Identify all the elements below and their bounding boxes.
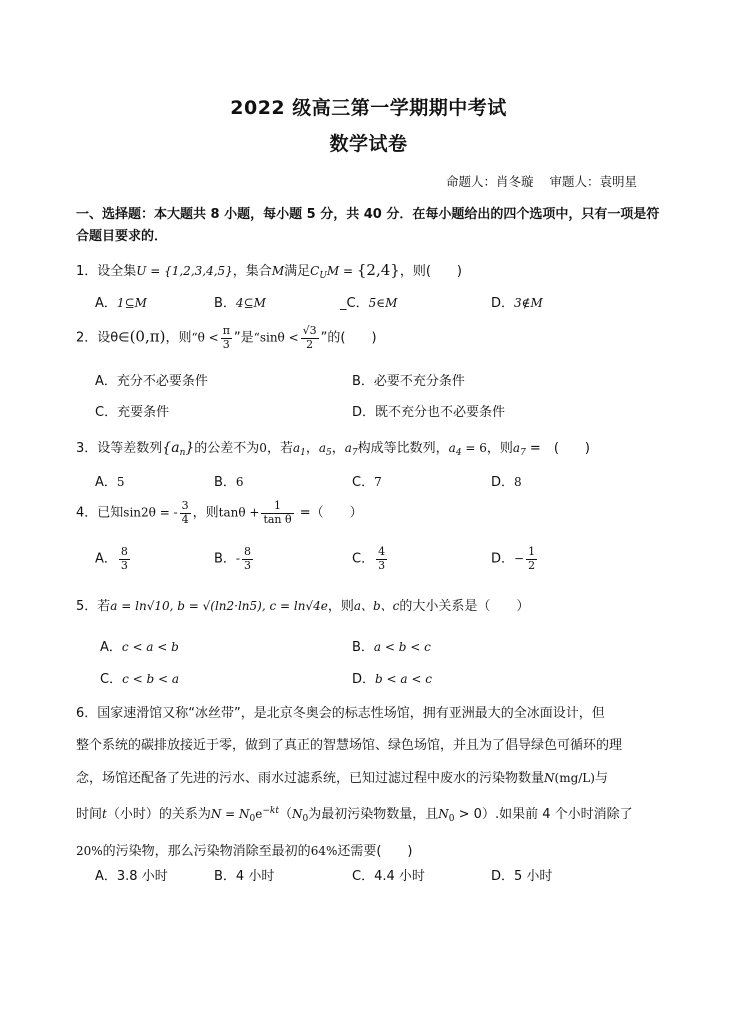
q1-option-b: B．4⊆M	[214, 296, 266, 311]
q4-option-b: B．- $\frac{8}{3}$	[214, 545, 251, 572]
q2-option-c: C．充要条件	[95, 405, 170, 420]
q1-option-d: D．3∉M	[491, 296, 543, 311]
q6-line-3: 念，场馆还配备了先进的污水、雨水过滤系统，已知过滤过程中废水的污染物数量N(mg/L)与	[76, 771, 608, 786]
authors-line	[446, 172, 637, 190]
q5-option-d: D．b < a < c	[352, 672, 432, 687]
q6-line-5: 20%的污染物，那么污染物消除至最初的64%还需要( )	[76, 844, 413, 859]
q1-option-a: A．1⊆M	[95, 296, 147, 311]
q4-option-a: A． $\frac{8}{3}$	[95, 545, 128, 572]
q6-line-4: 时间t（小时）的关系为$N = N_0e^{-kt}(N_0$为最初污染物数量，且$N_0 > 0$）.如果前 4 个小时消除了	[76, 806, 633, 824]
question-6	[76, 698, 666, 868]
q2-option-d: D．既不充分也不必要条件	[352, 405, 506, 420]
exam-subtitle: 数学试卷	[329, 133, 408, 155]
section-heading: 一、选择题：本大题共 8 小题，每小题 5 分，共 40 分．在每小题给出的四个选项中，只有一项是符合题目要求的．	[76, 207, 660, 244]
question-4: 4．已知sin2θ = - $\frac{3}{4}$ ，则tanθ + $\frac{1}{\text{tan θ}}$ =（ ）	[76, 499, 363, 526]
q2-option-a: A．充分不必要条件	[95, 374, 208, 389]
q3-option-b: B．6	[214, 475, 244, 490]
q5-option-a: A．c < a < b	[100, 640, 179, 655]
exam-title: 2022 级高三第一学期期中考试	[230, 97, 507, 119]
q6-option-d: D．5 小时	[491, 869, 553, 884]
question-1: 1．设全集U = {1,2,3,4,5}，集合M满足$C_UM = \{2,4\}$，则( )	[76, 261, 462, 281]
q3-option-c: C．7	[352, 475, 382, 490]
q4-option-c: C． $\frac{4}{3}$	[352, 545, 386, 572]
author-name: 命题人：肖冬璇	[445, 174, 534, 189]
q3-option-a: A．5	[95, 475, 125, 490]
q5-option-b: B．a < b < c	[352, 640, 431, 655]
question-3: 3．设等差数列$\{a_n\}$的公差不为0，若$a_1$，$a_5$，$a_7$构成等比数列，$a_4 = 6$，则$a_7$ = ( )	[76, 440, 590, 458]
q6-option-a: A．3.8 小时	[95, 869, 168, 884]
question-2: 2．设θ∈(0,π)，则“θ < $\frac{\pi}{3}$ ”是“sinθ < $\frac{√3}{2}$ ”的( )	[76, 324, 377, 351]
q1-option-c: _C．5∈M	[340, 296, 398, 311]
q3-option-d: D．8	[491, 475, 522, 490]
q6-line-2: 整个系统的碳排放接近于零，做到了真正的智慧场馆、绿色场馆，并且为了倡导绿色可循环的理	[76, 738, 623, 753]
q5-option-c: C．c < b < a	[100, 672, 180, 687]
reviewer-name: 审题人：袁明星	[549, 174, 637, 189]
q6-line-1: 6．国家速滑馆又称“冰丝带”，是北京冬奥会的标志性场馆，拥有亚洲最大的全冰面设计，但	[76, 706, 605, 721]
q4-option-d: D．− $\frac{1}{2}$	[491, 545, 536, 572]
q2-option-b: B．必要不充分条件	[352, 374, 465, 389]
question-5: 5．若a = ln√10, b = √(ln2·ln5), c = ln√4e，则a、b、c的大小关系是（ ）	[76, 599, 530, 614]
q6-option-b: B．4 小时	[214, 869, 275, 884]
q6-option-c: C．4.4 小时	[352, 869, 425, 884]
